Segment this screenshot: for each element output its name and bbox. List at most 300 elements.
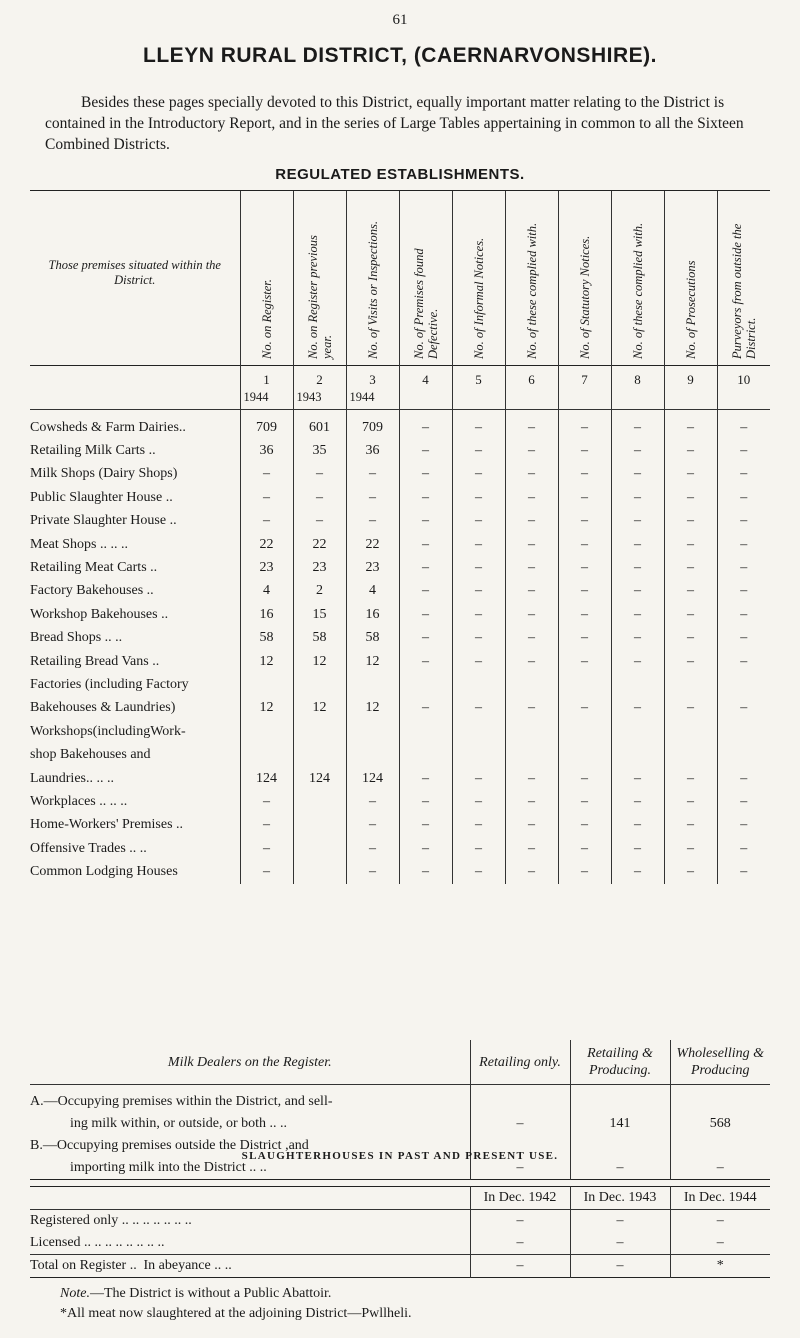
row-label: Workplaces .. .. .. [30,793,128,809]
table-cell [452,673,505,696]
table-cell: – [664,510,717,533]
regulated-title: REGULATED ESTABLISHMENTS. [275,166,525,183]
column-header [346,191,399,366]
table-cell [505,720,558,743]
table-row [30,1085,770,1114]
table-cell [240,673,293,696]
table-cell: – [717,410,770,440]
table-cell [611,720,664,743]
table-row [30,743,770,766]
note-text: —The District is without a Public Abattoir. [89,1286,332,1301]
table-cell: – [399,814,452,837]
page-number: 61 [392,12,408,28]
table-cell: – [611,697,664,720]
table-cell [664,743,717,766]
table-row [30,767,770,790]
table-cell: – [664,439,717,462]
column-year [558,389,611,410]
table-cell [293,743,346,766]
table-cell: – [558,556,611,579]
table-cell: – [570,1232,670,1255]
abeyance-label: In abeyance .. .. [143,1258,232,1273]
slaughter-col-1942: In Dec. 1942 [470,1187,570,1210]
table-cell: – [505,556,558,579]
table-cell: – [452,650,505,673]
table-cell: – [717,486,770,509]
column-header [717,191,770,366]
table-cell: 124 [240,767,293,790]
total-label: Total on Register .. [30,1258,137,1273]
table-row [30,650,770,673]
table-cell: 12 [240,697,293,720]
column-header [505,191,558,366]
table-cell: – [664,814,717,837]
table-cell: – [664,486,717,509]
table-cell [240,743,293,766]
table-cell [293,790,346,813]
column-year [664,389,717,410]
row-label: Cowsheds & Farm Dairies.. [30,419,186,435]
column-header [664,191,717,366]
table-cell: – [664,790,717,813]
total-value: – [470,1255,570,1278]
column-year: 1943 [293,389,346,410]
slaughterhouses-table [30,1186,770,1278]
table-row [30,603,770,626]
table-row [30,837,770,860]
row-label: importing milk into the District .. .. [70,1160,267,1175]
column-header [240,191,293,366]
table-cell: – [717,556,770,579]
column-number: 6 [505,366,558,390]
column-number: 8 [611,366,664,390]
table-cell: – [558,837,611,860]
page-title: LLEYN RURAL DISTRICT, (CAERNARVONSHIRE). [143,44,657,67]
row-label: Retailing Meat Carts .. [30,560,158,576]
column-year: 1944 [240,389,293,410]
table-cell: 2 [293,580,346,603]
table-cell: – [664,860,717,883]
table-cell: – [611,627,664,650]
table-cell: 12 [293,697,346,720]
table-cell: 16 [240,603,293,626]
table-cell [717,673,770,696]
table-row [30,627,770,650]
column-number: 9 [664,366,717,390]
column-header-text: No. on Register. [259,279,274,359]
table-cell [611,673,664,696]
table-cell: – [558,627,611,650]
table-cell: 35 [293,439,346,462]
table-cell [293,860,346,883]
table-cell [293,673,346,696]
table-row [30,439,770,462]
table-cell: – [611,767,664,790]
table-cell: – [399,650,452,673]
table-cell: 709 [240,410,293,440]
column-year [452,389,505,410]
table-cell [346,743,399,766]
table-cell: – [452,556,505,579]
table-cell: – [505,439,558,462]
table-cell: – [452,767,505,790]
table-cell [717,720,770,743]
table-cell: 23 [293,556,346,579]
table-cell: – [399,463,452,486]
table-cell: – [570,1210,670,1233]
table-cell: – [505,837,558,860]
table-cell: – [399,533,452,556]
table-cell [346,673,399,696]
table-cell: – [452,486,505,509]
table-cell: – [664,533,717,556]
table-cell: – [664,556,717,579]
year-row [30,389,770,410]
premises-header: Those premises situated within the District. [30,191,240,366]
column-header [399,191,452,366]
table-cell: – [558,463,611,486]
table-cell: – [717,650,770,673]
table-cell: – [399,486,452,509]
table-cell [346,720,399,743]
table-cell: – [558,697,611,720]
table-cell: – [346,860,399,883]
table-cell: – [664,603,717,626]
column-number: 2 [293,366,346,390]
table-cell: – [664,627,717,650]
table-cell: – [505,533,558,556]
table-cell: – [558,410,611,440]
row-label: ing milk within, or outside, or both .. .. [70,1116,287,1131]
table-cell: – [399,556,452,579]
table-cell: – [399,860,452,883]
row-label: Home-Workers' Premises .. [30,817,184,833]
table-cell: – [664,767,717,790]
table-cell: 36 [346,439,399,462]
table-cell: – [470,1157,570,1180]
table-cell: – [452,510,505,533]
table-row [30,533,770,556]
table-cell: – [611,580,664,603]
table-cell: 4 [240,580,293,603]
table-cell [570,1085,670,1114]
table-cell: 36 [240,439,293,462]
table-cell: – [399,767,452,790]
row-label: Registered only .. .. .. .. .. .. .. [30,1213,192,1228]
column-number: 1 [240,366,293,390]
table-cell: – [452,533,505,556]
table-cell [452,743,505,766]
table-row [30,790,770,813]
table-cell: – [399,580,452,603]
table-cell: – [611,410,664,440]
table-cell: 22 [240,533,293,556]
table-row [30,1113,770,1135]
column-header [558,191,611,366]
table-cell: – [717,860,770,883]
table-cell: – [717,463,770,486]
table-cell: – [452,410,505,440]
table-cell [505,673,558,696]
table-cell: – [293,486,346,509]
table-cell: 124 [346,767,399,790]
table-cell: – [346,814,399,837]
table-cell: 22 [346,533,399,556]
row-label: Meat Shops .. .. .. [30,536,128,552]
table-cell: – [452,603,505,626]
table-cell: – [452,580,505,603]
table-cell: – [558,580,611,603]
row-label: Workshops(includingWork- [30,723,186,739]
total-value: * [670,1255,770,1278]
row-label: Factories (including Factory [30,676,189,692]
table-cell: 12 [240,650,293,673]
column-number: 7 [558,366,611,390]
row-label: A.—Occupying premises within the District, and sell- [30,1094,333,1109]
table-cell: 709 [346,410,399,440]
column-year [717,389,770,410]
table-cell [558,720,611,743]
table-cell: – [505,580,558,603]
table-cell [670,1085,770,1114]
row-label: Private Slaughter House .. [30,513,177,529]
table-cell: – [470,1113,570,1135]
table-cell: 12 [293,650,346,673]
table-cell: – [558,603,611,626]
table-cell: – [558,510,611,533]
table-cell: – [452,814,505,837]
table-cell: – [717,790,770,813]
table-cell: – [558,814,611,837]
table-cell: – [399,790,452,813]
milk-col-retailing: Retailing only. [470,1040,570,1085]
table-cell: – [346,790,399,813]
table-cell [717,743,770,766]
row-label: Retailing Milk Carts .. [30,443,156,459]
table-cell: – [611,837,664,860]
table-cell: – [399,697,452,720]
table-cell [664,673,717,696]
column-header-text: No. of these complied with. [524,222,539,359]
row-label: Workshop Bakehouses .. [30,606,169,622]
table-cell [558,743,611,766]
table-cell: – [240,837,293,860]
table-cell [470,1085,570,1114]
table-cell: – [452,697,505,720]
table-cell: – [505,860,558,883]
table-cell: – [664,650,717,673]
table-cell: – [399,439,452,462]
table-cell: 12 [346,650,399,673]
table-cell: 15 [293,603,346,626]
table-cell: – [717,533,770,556]
table-cell: – [399,603,452,626]
table-cell: – [611,486,664,509]
table-cell: – [240,486,293,509]
table-cell: – [346,463,399,486]
table-cell: – [558,767,611,790]
table-cell: – [670,1157,770,1180]
table-cell [399,673,452,696]
table-cell: – [558,650,611,673]
table-cell: – [611,860,664,883]
column-year: 1944 [346,389,399,410]
table-cell: 12 [346,697,399,720]
table-cell: – [664,580,717,603]
column-header-text: No. on Register previous year. [305,235,334,359]
table-cell: – [717,580,770,603]
table-cell: – [346,837,399,860]
table-cell: – [505,697,558,720]
table-cell: – [505,814,558,837]
table-cell: – [470,1210,570,1233]
table-cell: – [611,603,664,626]
table-cell: – [240,860,293,883]
row-label: shop Bakehouses and [30,747,151,763]
table-cell: – [505,463,558,486]
column-year [399,389,452,410]
row-label: Laundries.. .. .. [30,770,114,786]
table-cell [611,743,664,766]
table-cell: – [611,439,664,462]
milk-dealers-header: Milk Dealers on the Register. [30,1040,470,1085]
row-label: Common Lodging Houses [30,864,178,880]
table-cell: – [240,790,293,813]
column-number: 10 [717,366,770,390]
table-cell: – [399,510,452,533]
intro-paragraph: Besides these pages specially devoted to this District, equally important matter relating to the District is contained in the Introductory Report, and in the series of Large Tables appertaining in common to all the Sixteen Combined Districts. [45,94,744,153]
table-row [30,860,770,883]
table-cell: 4 [346,580,399,603]
table-cell: – [505,410,558,440]
table-cell: – [558,439,611,462]
row-label: B.—Occupying premises outside the District ,and [30,1138,309,1153]
table-row [30,720,770,743]
table-cell: – [558,533,611,556]
table-cell: – [452,463,505,486]
table-row [30,556,770,579]
row-label: Milk Shops (Dairy Shops) [30,466,178,482]
row-label: Public Slaughter House .. [30,489,173,505]
table-cell: – [717,697,770,720]
table-cell: 58 [346,627,399,650]
table-cell: – [717,837,770,860]
table-cell: – [505,627,558,650]
column-header-text: No. of these complied with. [630,222,645,359]
table-cell: 22 [293,533,346,556]
note [60,1284,331,1303]
table-cell [505,743,558,766]
table-cell: – [505,650,558,673]
table-cell: – [664,837,717,860]
table-cell [558,673,611,696]
table-cell: – [346,486,399,509]
table-cell: – [611,463,664,486]
column-header-text: No. of Statutory Notices. [577,235,592,359]
table-cell: – [346,510,399,533]
row-label: Offensive Trades .. .. [30,840,147,856]
table-cell: – [293,510,346,533]
table-cell: 601 [293,410,346,440]
table-cell: – [452,627,505,650]
row-label: Bread Shops .. .. [30,630,123,646]
table-cell: – [505,767,558,790]
row-label: Licensed .. .. .. .. .. .. .. .. [30,1235,165,1250]
column-header-text: No. of Visits or Inspections. [365,221,380,359]
table-cell: – [452,860,505,883]
table-cell [293,837,346,860]
table-cell: – [570,1157,670,1180]
column-year [505,389,558,410]
table-cell: – [611,790,664,813]
table-cell [240,720,293,743]
table-row [30,510,770,533]
table-cell: – [399,410,452,440]
table-cell: – [505,510,558,533]
header-row [30,191,770,366]
table-row [30,486,770,509]
column-header-text: No. of Prosecutions [683,260,698,359]
table-cell: – [611,650,664,673]
table-cell [293,720,346,743]
row-label: Retailing Bread Vans .. [30,653,160,669]
table-cell: – [505,486,558,509]
column-header [611,191,664,366]
milk-col-wholeselling-producing: Wholeselling & Producing [670,1040,770,1085]
slaughterhouses-title: SLAUGHTERHOUSES IN PAST AND PRESENT USE. [241,1150,559,1162]
table-cell: – [240,814,293,837]
table-cell: – [399,627,452,650]
column-header [452,191,505,366]
slaughter-col-1944: In Dec. 1944 [670,1187,770,1210]
table-cell: – [452,790,505,813]
table-cell: – [717,767,770,790]
slaughter-header-row [30,1187,770,1210]
table-cell: – [717,439,770,462]
table-cell: – [240,463,293,486]
regulated-establishments-table [30,190,770,884]
table-cell: 58 [293,627,346,650]
table-cell: 16 [346,603,399,626]
milk-header-row [30,1040,770,1085]
table-cell: – [670,1210,770,1233]
table-cell: – [664,463,717,486]
table-row [30,673,770,696]
footnote: *All meat now slaughtered at the adjoining District—Pwllheli. [60,1306,412,1321]
table-row [30,463,770,486]
table-cell: – [505,603,558,626]
table-cell [452,720,505,743]
table-cell: 23 [346,556,399,579]
table-cell: – [558,486,611,509]
table-cell: – [293,463,346,486]
table-cell: – [717,603,770,626]
table-cell: – [452,439,505,462]
table-row [30,1210,770,1233]
table-cell: 141 [570,1113,670,1135]
table-cell: 23 [240,556,293,579]
table-cell: – [240,510,293,533]
column-number: 3 [346,366,399,390]
column-header-text: No. of Premises found Defective. [411,248,440,359]
table-cell: 124 [293,767,346,790]
table-row [30,814,770,837]
table-cell: – [558,860,611,883]
table-cell [664,720,717,743]
table-cell: – [717,627,770,650]
table-cell: – [717,814,770,837]
column-header-text: No. of Informal Notices. [471,237,486,359]
